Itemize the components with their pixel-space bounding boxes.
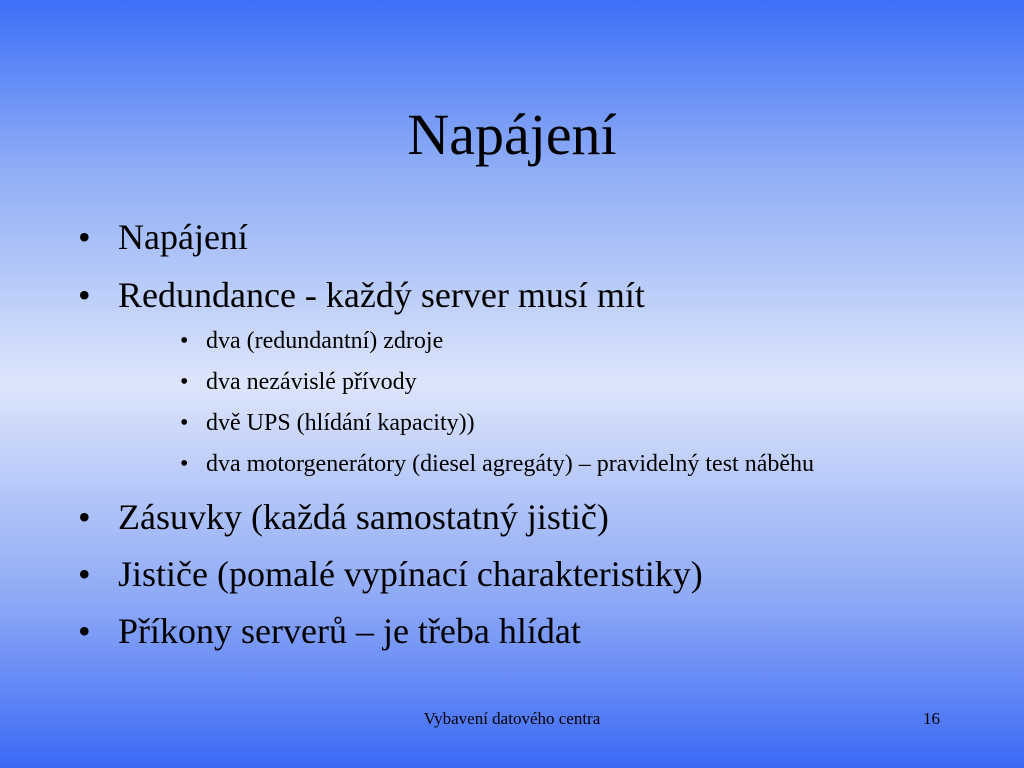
- bullet-item: [78, 273, 645, 317]
- bullet-marker: •: [78, 611, 91, 651]
- footer-text: Vybavení datového centra: [423, 709, 601, 728]
- bullet-marker: •: [78, 497, 91, 537]
- sub-bullet-item: [180, 367, 417, 397]
- sub-bullet-item: [180, 449, 814, 479]
- bullet-text: Jističe (pomalé vypínací charakteristiky): [118, 554, 703, 594]
- bullet-marker: •: [180, 328, 189, 354]
- bullet-text: Redundance - každý server musí mít: [118, 275, 645, 315]
- bullet-marker: •: [180, 451, 189, 477]
- bullet-marker: •: [180, 410, 189, 436]
- bullet-text: dva motorgenerátory (diesel agregáty) – pravidelný test náběhu: [206, 451, 815, 477]
- page-number: 16: [923, 709, 940, 728]
- bullet-text: dva nezávislé přívody: [206, 369, 417, 395]
- bullet-item: [78, 495, 609, 539]
- bullet-text: dva (redundantní) zdroje: [206, 328, 444, 354]
- sub-bullet-item: [180, 326, 443, 356]
- bullet-marker: •: [180, 369, 189, 395]
- bullet-text: Příkony serverů – je třeba hlídat: [118, 611, 581, 651]
- bullet-marker: •: [78, 275, 91, 315]
- bullet-item: [78, 215, 248, 259]
- sub-bullet-item: [180, 408, 475, 438]
- bullet-text: Zásuvky (každá samostatný jistič): [118, 497, 609, 537]
- bullet-text: Napájení: [118, 217, 248, 257]
- bullet-marker: •: [78, 554, 91, 594]
- bullet-text: dvě UPS (hlídání kapacity)): [206, 410, 475, 436]
- bullet-item: [78, 552, 703, 596]
- bullet-marker: •: [78, 217, 91, 257]
- slide-title: Napájení: [407, 102, 617, 167]
- bullet-item: [78, 609, 581, 653]
